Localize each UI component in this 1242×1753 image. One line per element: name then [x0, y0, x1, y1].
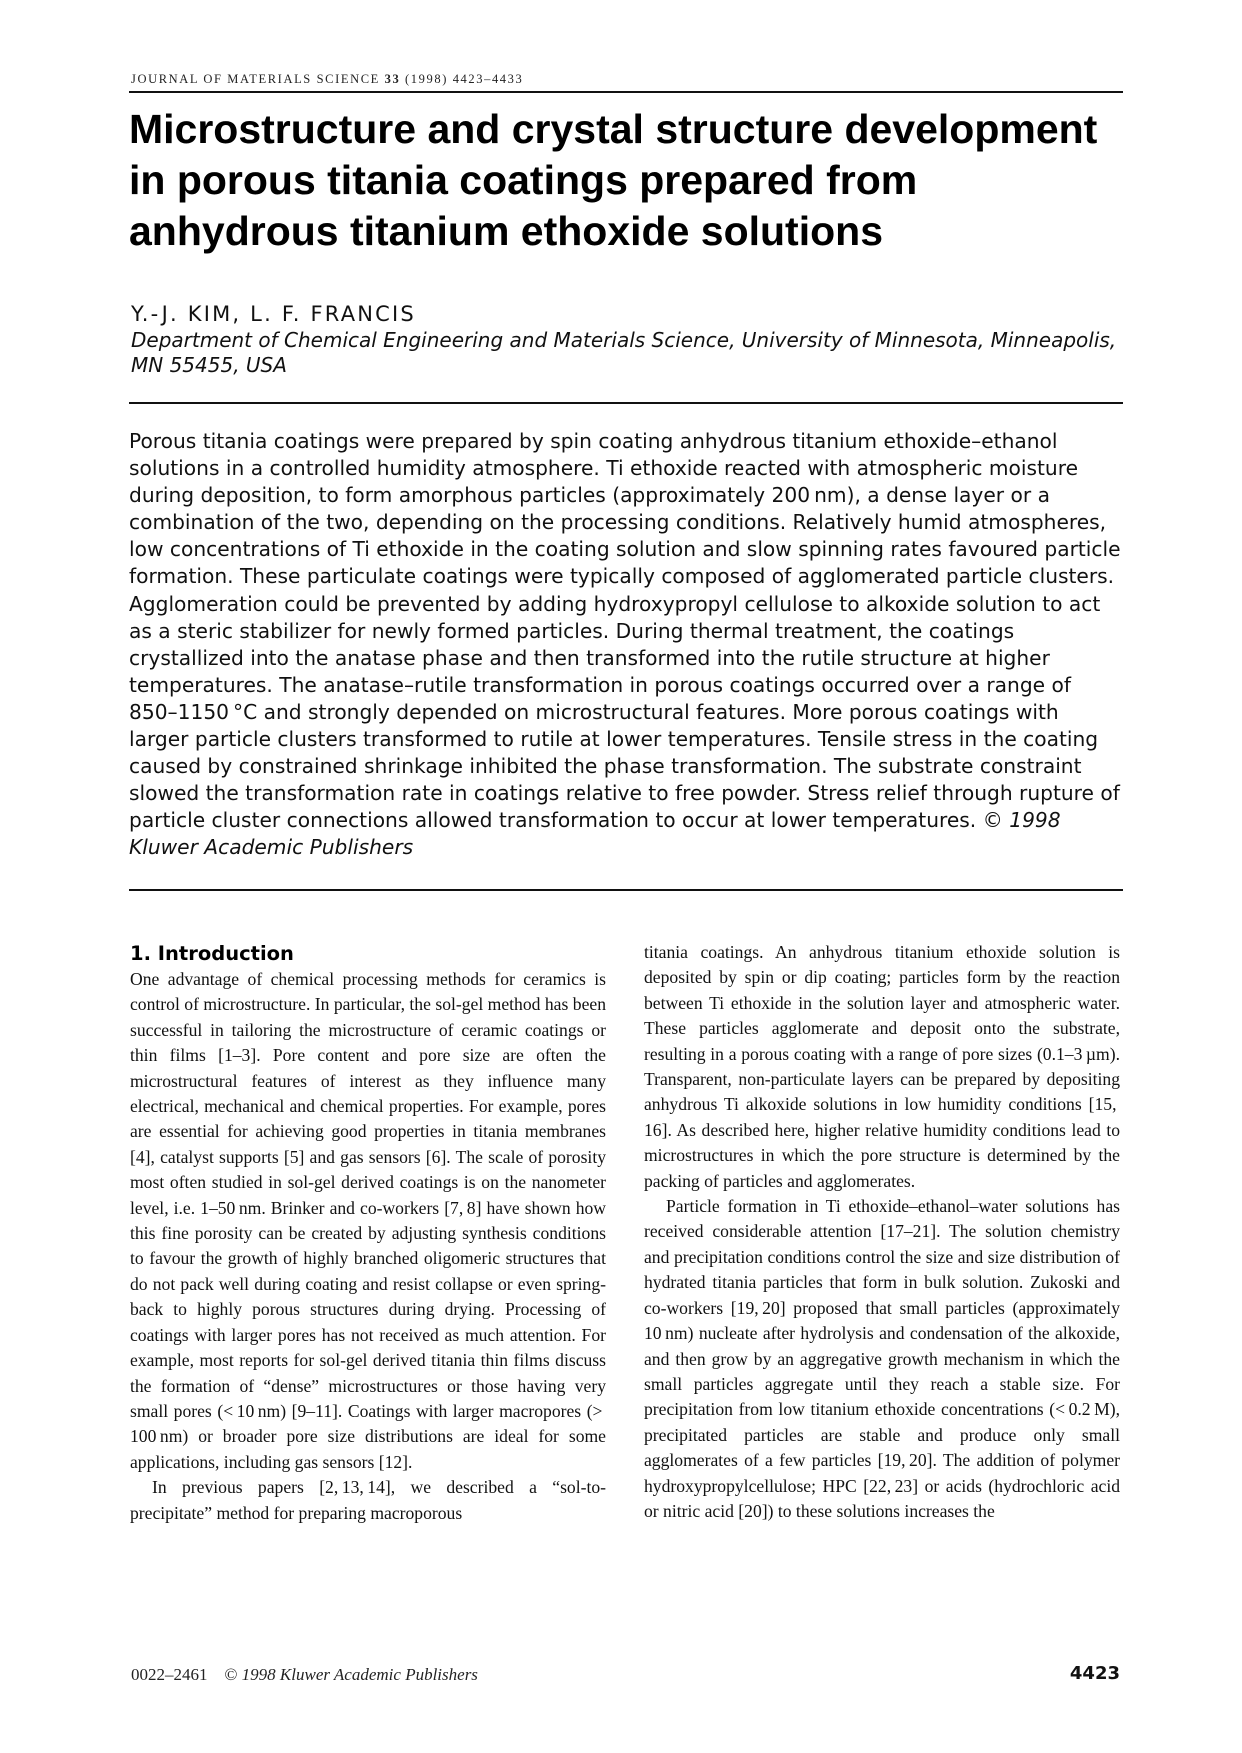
body-paragraph: titania coatings. An anhydrous titanium ethoxide solution is deposited by spin or dip coating; particles form by the reaction between Ti ethoxide in the solution layer and atmospheric water. These particles agglomerate and deposit onto the substrate, resulting in a porous coating with a range of pore sizes (0.1–3 µm). Transparent, non-particulate layers can be prepared by depositing anhydrous Ti alkoxide solutions in low humidity conditions [15, 16]. As described here, higher relative humidity conditions lead to microstructures in which the pore structure is determined by the packing of particles and agglomerates.: [644, 942, 1120, 1191]
body-column-left: [130, 940, 606, 1526]
copyright-icon: ©: [224, 1665, 238, 1684]
abstract-text: Porous titania coatings were prepared by spin coating anhydrous titanium ethoxide–ethanol solutions in a controlled humidity atmosphere. Ti ethoxide reacted with atmospheric moisture during deposition, to form amorphous particles (approximately 200 nm), a dense layer or a combination of the two, depending on the processing conditions. Relatively humid atmospheres, low concentrations of Ti ethoxide in the coating solution and slow spinning rates favoured particle formation. These particulate coatings were typically composed of agglomerated particle clusters. Agglomeration could be prevented by adding hydroxypropyl cellulose to alkoxide solution to act as a steric stabilizer for newly formed particles. During thermal treatment, the coatings crystallized into the anatase phase and then transformed into the rutile structure at higher temperatures. The anatase–rutile transformation in porous coatings occurred over a range of 850–1150 °C and strongly depended on microstructural features. More porous coatings with larger particle clusters transformed to rutile at lower temperatures. Tensile stress in the coating caused by constrained shrinkage inhibited the phase transformation. The substrate constraint slowed the transformation rate in coatings relative to free powder. Stress relief through rupture of particle cluster connections allowed transformation to occur at lower temperatures.: [129, 429, 1121, 833]
issn: 0022–2461: [131, 1665, 208, 1684]
body-paragraph: Particle formation in Ti ethoxide–ethanol–water solutions has received considerable attention [17–21]. The solution chemistry and precipitation conditions control the size and size distribution of hydrated titania particles that form in bulk solution. Zukoski and co-workers [19, 20] proposed that small particles (approximately 10 nm) nucleate after hydrolysis and condensation of the alkoxide, and then grow by an aggregative growth mechanism in which the small particles aggregate until they reach a stable size. For precipitation from low titanium ethoxide concentrations (< 0.2 M), precipitated particles are stable and produce only small agglomerates of a few particles [19, 20]. The addition of polymer hydroxypropylcellulose; HPC [22, 23] or acids (hydrochloric acid or nitric acid [20]) to these solutions increases the: [644, 1196, 1120, 1521]
author-affiliation: Department of Chemical Engineering and Materials Science, University of Minnesota, Minneapolis, MN 55455, USA: [131, 328, 1117, 377]
article-title: Microstructure and crystal structure development in porous titania coatings prepared from anhydrous titanium ethoxide solutions: [129, 106, 1098, 254]
body-paragraph: One advantage of chemical processing methods for ceramics is control of microstructure. In particular, the sol-gel method has been successful in tailoring the microstructure of ceramic coatings or thin films [1–3]. Pore content and pore size are often the microstructural features of interest as they influence many electrical, mechanical and chemical properties. For example, pores are essential for achieving good properties in titania membranes [4], catalyst supports [5] and gas sensors [6]. The scale of porosity most often studied in sol-gel derived coatings is on the nanometer level, i.e. 1–50 nm. Brinker and co-workers [7, 8] have shown how this fine porosity can be created by adjusting synthesis conditions to favour the growth of highly branched oligomeric structures that do not pack well during coating and resist collapse or even spring-back to highly porous structures during drying. Processing of coatings with larger pores has not received as much attention. For example, most reports for sol-gel derived titania thin films discuss the formation of “dense” microstructures or those having very small pores (< 10 nm) [9–11]. Coatings with larger macropores (> 100 nm) or broader pore size distributions are ideal for some applications, including gas sensors [12].: [130, 969, 606, 1472]
journal-year-pages: (1998) 4423–4433: [405, 72, 524, 86]
abstract-publisher: 1998 Kluwer Academic Publishers: [129, 808, 1061, 860]
copyright-icon: ©: [982, 808, 1003, 833]
abstract: [129, 428, 1123, 862]
abstract-top-rule: [129, 402, 1123, 404]
journal-volume: 33: [384, 72, 401, 86]
body-paragraph: In previous papers [2, 13, 14], we described a “sol-to-precipitate” method for preparing macroporous: [130, 1477, 606, 1523]
page-number: 4423: [1069, 1663, 1120, 1684]
abstract-bottom-rule: [129, 889, 1123, 891]
section-heading: 1. Introduction: [130, 942, 294, 965]
footer-publisher: 1998 Kluwer Academic Publishers: [241, 1665, 478, 1684]
running-header: [131, 72, 1121, 87]
page-footer: [131, 1665, 478, 1685]
header-rule: [129, 91, 1123, 93]
journal-name: JOURNAL OF MATERIALS SCIENCE: [131, 72, 380, 86]
body-column-right: [644, 940, 1120, 1524]
author-list: Y.-J. KIM, L. F. FRANCIS: [131, 302, 416, 326]
